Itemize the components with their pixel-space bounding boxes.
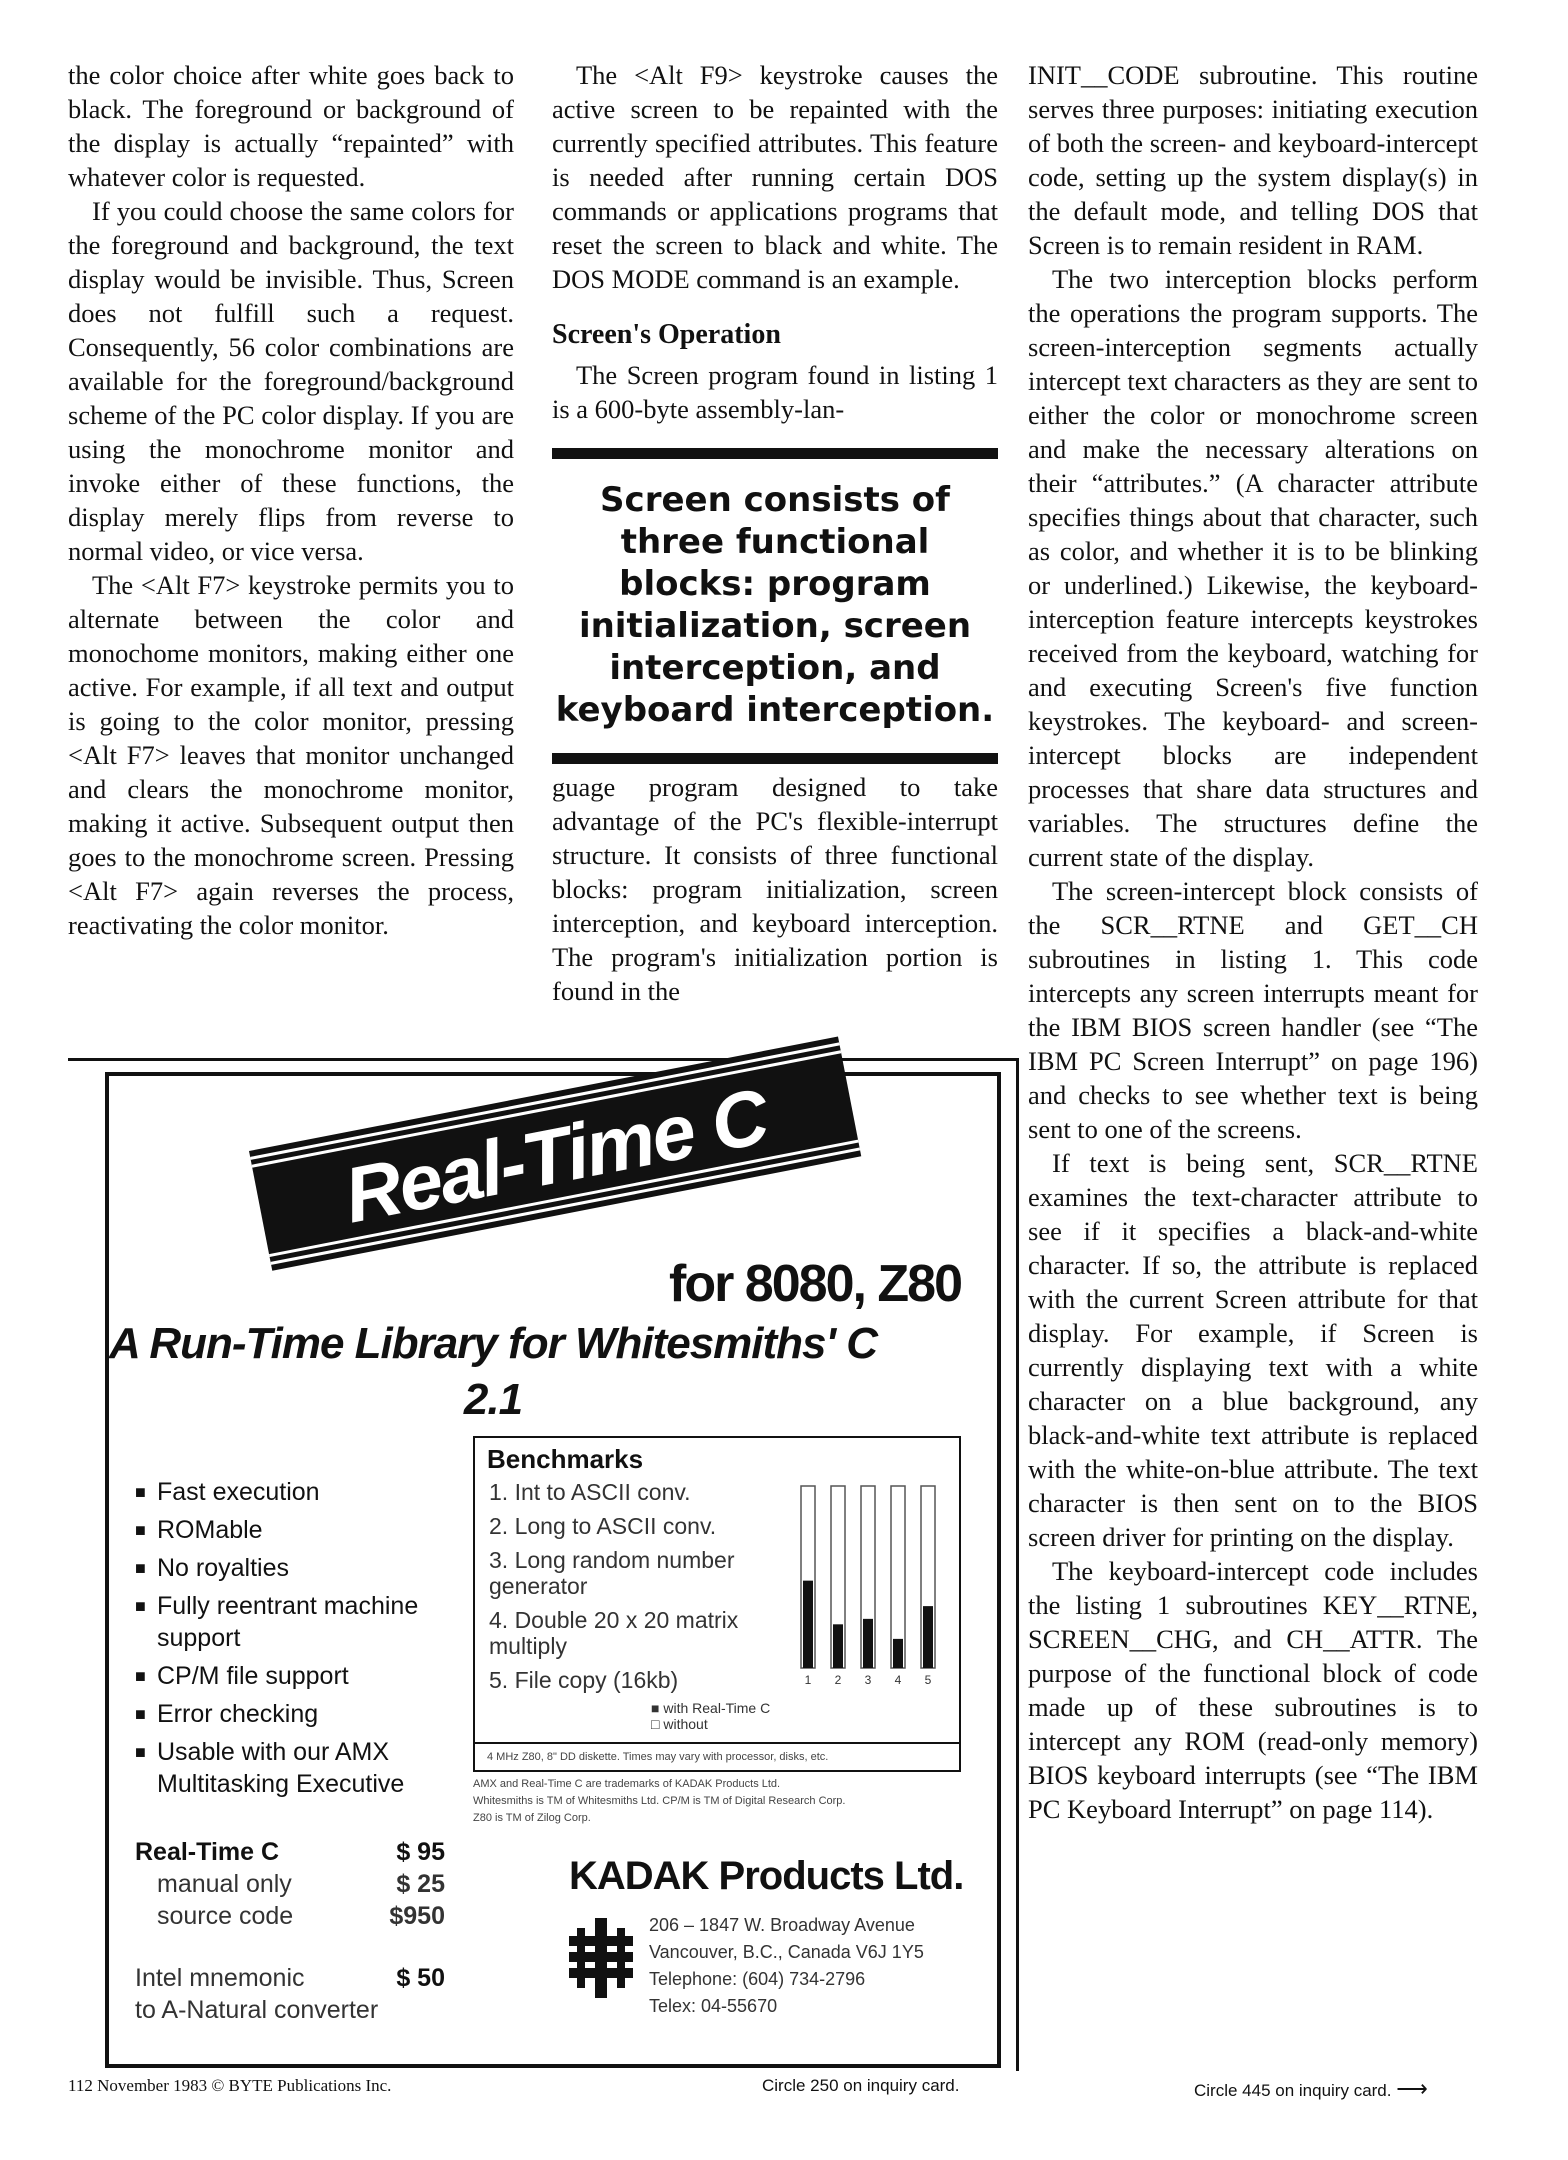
advertisement [105,1072,1001,2068]
list-item: ■ ROMable [135,1514,455,1546]
price-label: manual only [157,1870,292,1898]
column-left [68,58,514,942]
list-item: ■ No royalties [135,1552,455,1584]
trademark-line: AMX and Real-Time C are trademarks of KADAK Products Ltd. [473,1778,781,1790]
tagline: A Run-Time Library for Whitesmiths' C 2.1 [109,1319,877,1424]
bar-with-2 [833,1624,843,1668]
list-item: ■ Fully reentrant machine support [135,1590,455,1654]
legend-swatch-outline-icon: □ [651,1716,660,1732]
tick-label-1: 1 [804,1673,812,1687]
price-label: Real-Time C [135,1838,280,1866]
benchmarks-box [473,1436,961,1772]
pull-quote: Screen consists of three functional blocks: program initialization, screen interception, and keyboard interception. [555,480,995,730]
paragraph: The screen-intercept block consists of the SCR__RTNE and GET__CH subroutines in listing 1. This code intercepts any screen interrupts meant for the IBM BIOS screen handler (see “The IBM PC Screen Interrupt” on page 196) and checks to see whether text is being sent to one of the screens. [1028,876,1478,1144]
paragraph: If text is being sent, SCR__RTNE examines the text-character attribute to see if it specifies a black-and-white character. If so, the attribute is replaced with the current Screen attribute for that display. For example, if Screen is currently displaying text with a white character on a blue background, any black-and-white text attribute is replaced with the white-on-blue attribute. The text character is then sent on to the BIOS screen driver for printing on the display. [1028,1148,1478,1552]
paragraph: guage program designed to take advantage of the PC's flexible-interrupt structure. It consists of three functional blocks: program initialization, screen interception, and keyboard interception. The program's initialization portion is found in the [552,772,998,1006]
price-label: Intel mnemonic [135,1964,305,1992]
bar-with-5 [923,1606,933,1668]
list-item: ■ Usable with our AMX Multitasking Executive [135,1736,455,1800]
platforms: for 8080, Z80 [669,1255,961,1313]
trademark-line: Whitesmiths is TM of Whitesmiths Ltd. CP/M is TM of Digital Research Corp. [473,1795,846,1807]
kadak-logo-icon [569,1918,633,1998]
page-footer: 112 November 1983 © BYTE Publications Inc. [68,2076,392,2095]
list-item: 3. Long random number generator [489,1547,735,1599]
benchmark-list [475,1479,789,1693]
column-middle [552,58,998,1008]
inquiry-note-right [1194,2076,1428,2102]
bar-with-1 [803,1581,813,1668]
legend-without: without [663,1716,708,1732]
address-line: Telex: 04-55670 [649,1996,778,2016]
list-item: ■ Fast execution [135,1476,455,1508]
list-item: ■ Error checking [135,1698,455,1730]
list-item: 5. File copy (16kb) [489,1667,679,1693]
list-item: ■ CP/M file support [135,1660,455,1692]
tick-label-3: 3 [864,1673,872,1687]
company-name: KADAK Products Ltd. [569,1854,964,1898]
legend-with: with Real-Time C [663,1700,771,1716]
column-right [1028,58,1478,1826]
list-item: 2. Long to ASCII conv. [489,1513,717,1539]
price-label: source code [157,1902,294,1930]
product-banner [249,1037,861,1271]
paragraph: The <Alt F9> keystroke causes the active screen to be repainted with the currently specified attributes. This feature is needed after running certain DOS commands or applications programs that reset the screen to black and white. The DOS MODE command is an example. [552,60,998,294]
benchmark-note: 4 MHz Z80, 8" DD diskette. Times may vary with processor, disks, etc. [475,1742,959,1770]
benchmarks-title: Benchmarks [487,1444,644,1474]
price-value: $ 50 [396,1964,445,1992]
tick-label-5: 5 [924,1673,932,1687]
company-address [649,1912,924,2020]
paragraph: If you could choose the same colors for the foreground and background, the text display would be invisible. Thus, Screen does not fulfill such a request. Consequently, 56 color combinations are available for the foreground/background scheme of the PC color display. If you are using the monochrome monitor and invoke either of these functions, the display merely flips from reverse to normal video, or vice versa. [68,196,514,566]
address-line: 206 – 1847 W. Broadway Avenue [649,1915,915,1935]
tick-label-4: 4 [894,1673,902,1687]
inquiry-note-text: Circle 445 on inquiry card. [1194,2081,1392,2100]
paragraph: The keyboard-intercept code includes the listing 1 subroutines KEY__RTNE, SCREEN__CHG, and CH__ATTR. The purpose of the functional block of code made up of these subroutines is to intercept any ROM (read-only memory) BIOS keyboard interrupts (see “The IBM PC Keyboard Interrupt” on page 114). [1028,1556,1478,1824]
price-value: $ 25 [396,1870,445,1898]
feature-list [135,1476,455,1806]
bar-with-3 [863,1619,873,1668]
paragraph: The Screen program found in listing 1 is a 600-byte assembly-lan- [552,360,998,424]
trademark-line: Z80 is TM of Zilog Corp. [473,1812,591,1824]
pull-quote-rule-top [552,448,998,459]
section-heading: Screen's Operation [552,319,781,350]
price-label: to A-Natural converter [135,1996,379,2024]
price-value: $ 95 [396,1838,445,1866]
paragraph: the color choice after white goes back to black. The foreground or background of the display is actually “repainted” with whatever color is requested. [68,60,514,192]
paragraph: INIT__CODE subroutine. This routine serves three purposes: initiating execution of both the screen- and keyboard-intercept code, setting up the system display(s) in the default mode, and telling DOS that Screen is to remain resident in RAM. [1028,60,1478,260]
price-list [135,1836,445,2026]
chart-legend [651,1700,770,1732]
paragraph: The two interception blocks perform the operations the program supports. The screen-interception segments actually intercept text characters as they are sent to either the color or monochrome screen and make the necessary alterations on their “attributes.” (A character attribute specifies things about that character, such as color, and whether it is to be blinking or underlined.) Likewise, the keyboard-interception feature intercepts keystrokes received from the keyboard, watching for and executing Screen's five function keystrokes. The keyboard- and screen-intercept blocks are independent processes that share data structures and variables. The structures define the current state of the display. [1028,264,1478,872]
product-name: Real-Time C [337,1071,774,1240]
bar-with-4 [893,1639,903,1668]
inquiry-note-left: Circle 250 on inquiry card. [762,2076,960,2095]
arrow-right-icon: ⟶ [1396,2076,1428,2101]
address-line: Telephone: (604) 734-2796 [649,1969,866,1989]
pull-quote-rule-bottom [552,753,998,764]
trademark-notes [473,1776,957,1827]
address-line: Vancouver, B.C., Canada V6J 1Y5 [649,1942,924,1962]
list-item: 1. Int to ASCII conv. [489,1479,691,1505]
benchmark-chart [793,1478,943,1693]
list-item: 4. Double 20 x 20 matrix multiply [489,1607,739,1659]
legend-swatch-icon: ■ [651,1700,660,1716]
price-value: $950 [389,1902,445,1930]
tick-label-2: 2 [834,1673,842,1687]
paragraph: The <Alt F7> keystroke permits you to alternate between the color and monochome monitors, making either one active. For example, if all text and output is going to the color monitor, pressing <Alt F7> leaves that monitor unchanged and clears the monochrome monitor, making it active. Subsequent output then goes to the monochrome screen. Pressing <Alt F7> again reverses the process, reactivating the color monitor. [68,570,514,940]
